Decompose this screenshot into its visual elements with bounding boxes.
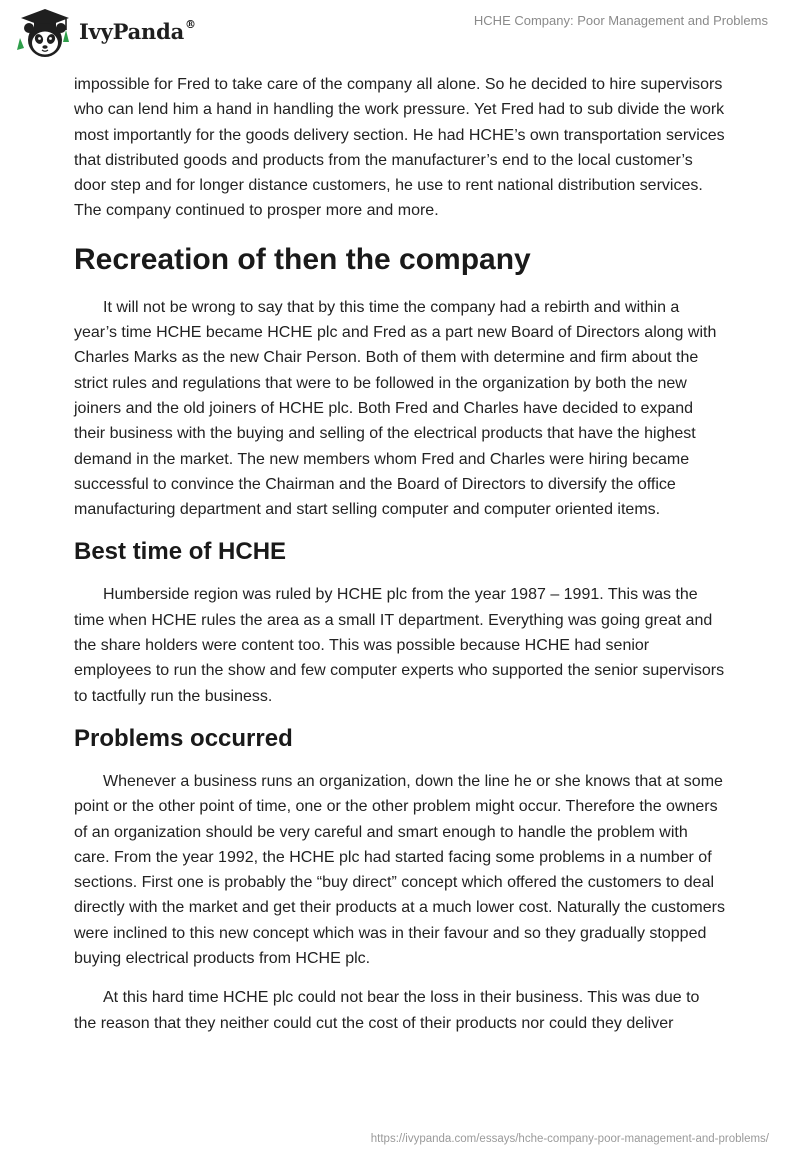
document-title: HCHE Company: Poor Management and Problems — [473, 13, 768, 28]
best-time-paragraph: Humberside region was ruled by HCHE plc from the year 1987 – 1991. This was the time when HCHE rules the area as a small IT department. Everything was going great and the share holders were content too. This was possible because HCHE had senior employees to run the show and few computer experts who supported the senior supervisors to tactfully run the business. — [74, 586, 725, 705]
heading-best-time: Best time of HCHE — [74, 538, 287, 566]
ivypanda-logo-icon[interactable] — [14, 8, 76, 60]
intro-paragraph: impossible for Fred to take care of the company all alone. So he decided to hire supervisors who can lend him a hand in handling the work pressure. Yet Fred had to sub divide the work most importantly for the goods delivery section. He had HCHE’s own transportation services that distributed goods and products from the manufacturer’s end to the local customer’s door step and for longer distance customers, he use to rent national distribution services. The company continued to prosper more and more. — [74, 76, 725, 220]
brand-name[interactable]: IvyPanda® — [79, 18, 196, 44]
page-header — [0, 0, 800, 70]
heading-problems: Problems occurred — [74, 724, 293, 752]
article-body — [74, 72, 726, 1036]
source-url[interactable]: https://ivypanda.com/essays/hche-company-poor-management-and-problems/ — [370, 1133, 769, 1145]
heading-recreation: Recreation of then the company — [74, 242, 531, 276]
recreation-paragraph: It will not be wrong to say that by this time the company had a rebirth and within a year’s time HCHE became HCHE plc and Fred as a part new Board of Directors along with Charles Marks as the new Chair Person. Both of them with determine and firm about the strict rules and regulations that were to be followed in the organization by both the new joiners and the old joiners of HCHE plc. Both Fred and Charles have decided to expand their business with the buying and selling of the electrical products that have the highest demand in the market. The new members whom Fred and Charles were hiring became successful to convince the Chairman and the Board of Directors to diversify the office manufacturing department and start selling computer and computer oriented items. — [74, 298, 717, 519]
problems-paragraph-1: Whenever a business runs an organization, down the line he or she knows that at some point or the other point of time, one or the other problem might occur. Therefore the owners of an organization should be very careful and smart enough to handle the problem with care. From the year 1992, the HCHE plc had started facing some problems in a number of sections. First one is probably the “buy direct” concept which offered the customers to deal directly with the market and get their products at a much lower cost. Naturally the customers were inclined to this new concept which was in their favour and so they gradually stopped buying electrical products from HCHE plc. — [74, 772, 725, 968]
problems-paragraph-2: At this hard time HCHE plc could not bear the loss in their business. This was due to the reason that they neither could cut the cost of their products nor could they deliver — [74, 989, 700, 1032]
